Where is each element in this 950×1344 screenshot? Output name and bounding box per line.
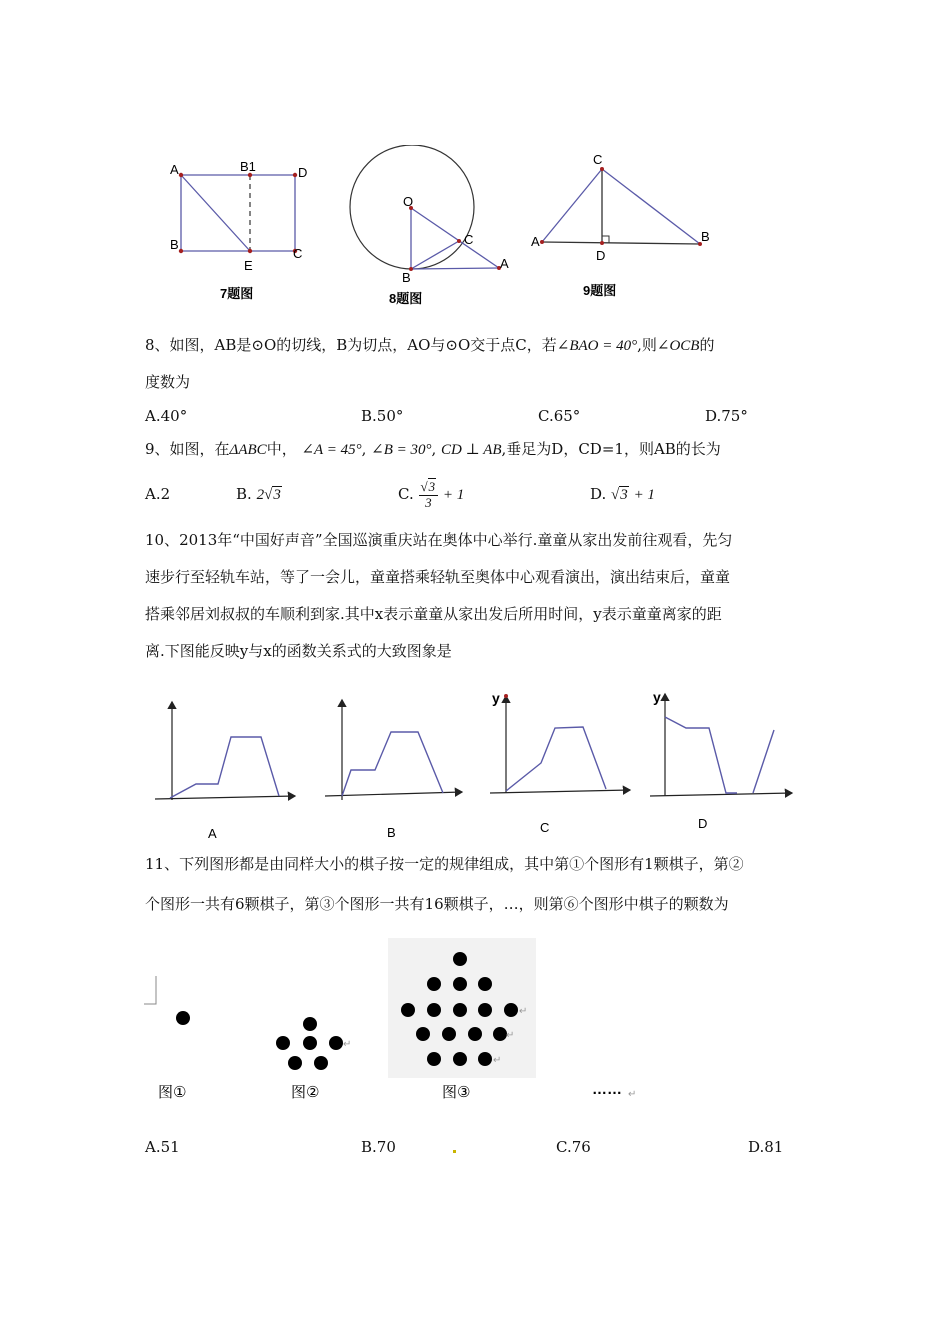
fig8-label-o: O [403,194,414,209]
fig7-label-b: B [170,237,179,252]
q8-line2: 度数为 [145,373,191,391]
graph-d [650,689,792,831]
q9-option-b-radicand: 3 [273,487,281,503]
fig9-label-d: D [596,248,606,263]
q8-text-c: 的 [699,336,715,354]
q8-text: 8、如图，AB是⊙O的切线，B为切点，AO与⊙O交于点C，若 [145,336,557,354]
graph-b-line [342,732,443,796]
q9-option-c [398,473,464,516]
graph-a [155,702,295,841]
graph-d-label: D [698,816,708,831]
graph-d-y-label: y [653,689,661,705]
q11-option-c: C.76 [556,1138,591,1156]
q8-option-a: A.40° [145,407,188,425]
q11-option-d: D.81 [748,1138,784,1156]
q11-line-2: 个图形一共有6颗棋子，第③个图形一共有16颗棋子，…，则第⑥个图形中棋子的颗数为 [145,895,729,913]
graph-a-line [170,737,279,798]
q9-option-c-radicand: 3 [428,479,436,494]
q9-option-c-prefix: C. [398,485,414,503]
q9-option-d-tail: + 1 [633,487,655,503]
q10-line-4: 离.下图能反映y与x的函数关系式的大致图象是 [145,642,452,660]
q9-angle-b: ∠B = 30° [371,442,432,458]
fig7-label-d: D [298,165,308,180]
q9-angle-a: ∠A = 45° [301,442,362,458]
q9-option-c-fraction: $\frac{√3}{3}$ [419,480,439,510]
fig7-label-e: E [244,258,253,273]
fig9-label-a: A [531,234,540,249]
q10-graphs [140,680,820,850]
q9-option-c-tail: + 1 [442,487,465,503]
fig8-label-a: A [500,256,509,271]
fig2-caption: 图② [291,1084,320,1101]
q8-text-b: ,则 [637,336,657,354]
return-mark-icon: ↵ [628,1089,637,1100]
q8-option-c: C.65° [538,407,581,425]
q9-mid: 中， [266,440,297,458]
graph-c-y-label: y [492,690,500,706]
q9-post: ,垂足为D，CD=1，则AB的长为 [501,440,721,458]
q9-stem: 9、如图，在ΔABC中， ∠A = 45°, ∠B = 30°, CD ⊥ AB,垂足为D，CD=1，则AB的长为 [145,440,721,458]
fig1-piece [176,1011,190,1025]
q9-option-d: D. √3 + 1 [590,485,655,503]
return-mark-icon: ↵ [506,1030,515,1041]
fig3-caption: 图③ [442,1084,471,1101]
pattern-ellipsis: …… [592,1081,622,1098]
q9-option-d-radicand: 3 [620,487,628,503]
graph-c-line [506,727,606,791]
fig9-label-b: B [701,229,710,244]
figure-7 [160,150,330,310]
q11-pattern-figures [140,930,660,1115]
q8-condition: ∠BAO = 40° [556,338,638,354]
return-mark-icon: ↵ [493,1055,502,1066]
q11-line-1: 11、下列图形都是由同样大小的棋子按一定的规律组成，其中第①个图形有1颗棋子，第② [145,855,744,873]
graph-b-label: B [387,825,396,840]
fig7-label-a: A [170,162,179,177]
q9-option-b: B. 2√3 [236,485,281,503]
q9-option-d-prefix: D. [590,485,607,503]
q8-line1 [145,334,715,357]
graph-b [325,700,462,840]
figure-8 [345,145,525,315]
graph-a-label: A [208,826,217,841]
q9-perpendicular: CD ⊥ AB [441,442,502,458]
fig7-label-c: C [293,246,303,261]
return-mark-icon: ↵ [343,1039,352,1050]
stray-dot [453,1150,456,1153]
q10-line-3: 搭乘邻居刘叔叔的车顺利到家.其中x表示童童从家出发后所用时间，y表示童童离家的距 [145,605,722,623]
q9-option-a: A.2 [145,485,171,503]
fig8-label-b: B [402,270,411,285]
q10-line-1: 10、2013年“中国好声音”全国巡演重庆站在奥体中心举行.童童从家出发前往观看，先匀 [145,531,733,549]
q11-option-b: B.70 [361,1138,396,1156]
fig7-caption: 7题图 [220,286,254,301]
fig9-caption: 9题图 [583,283,617,298]
q9-option-b-prefix: B. [236,485,252,503]
q9-option-c-denominator: 3 [425,495,432,510]
graph-c-label: C [540,820,550,835]
graph-c [490,690,630,835]
return-mark-icon: ↵ [519,1006,528,1017]
q8-option-d: D.75° [705,407,748,425]
q8-ask: ∠OCB [656,338,700,354]
q9-option-b-coef: 2 [256,487,265,503]
q8-option-b: B.50° [361,407,404,425]
graph-d-line [665,717,737,793]
fig2-pieces [276,1017,351,1070]
fig8-label-c: C [464,232,474,247]
fig8-caption: 8题图 [389,291,423,306]
q10-line-2: 速步行至轻轨车站，等了一会儿，童童搭乘轻轨至奥体中心观看演出，演出结束后，童童 [145,568,731,586]
q11-option-a: A.51 [145,1138,180,1156]
fig1-caption: 图① [158,1084,187,1101]
fig7-label-b1: B1 [240,159,256,174]
q9-triangle: ΔABC [229,442,267,458]
figure-9 [525,150,725,310]
fig9-label-c: C [593,152,603,167]
q9-pre: 9、如图，在 [145,440,230,458]
